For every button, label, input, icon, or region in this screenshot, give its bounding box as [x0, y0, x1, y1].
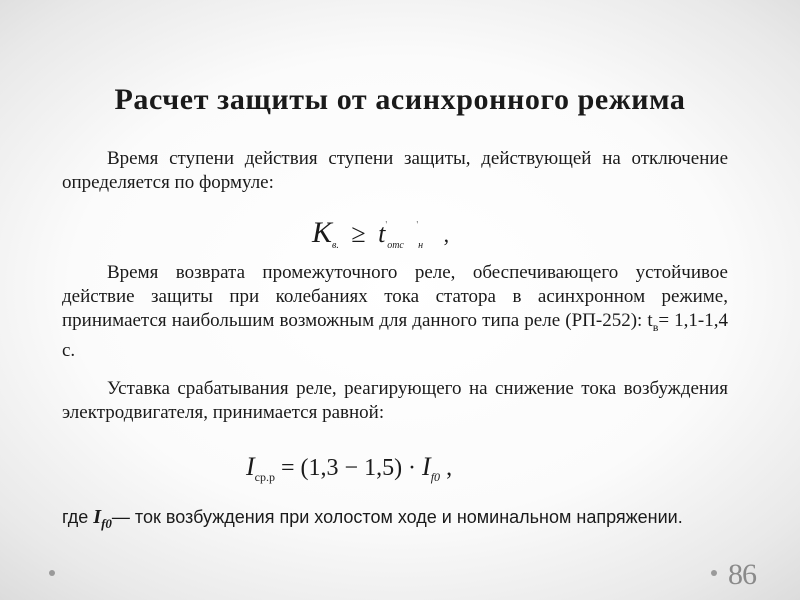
formula-step-time — [312, 216, 449, 251]
paragraph4-symbol-sub: f0 — [101, 516, 112, 531]
page-number: 86 — [728, 558, 756, 591]
formula1-tail-sup: ' — [416, 220, 419, 231]
formula2-rhs: I — [422, 452, 431, 481]
formula1-comma: , — [443, 222, 450, 247]
formula2-lhs: I — [246, 452, 255, 481]
formula-relay-current — [246, 452, 452, 485]
bullet-dot-right — [711, 570, 717, 576]
formula1-tail-sub: н — [418, 240, 424, 251]
formula2-rhs-sub: f0 — [430, 470, 441, 484]
formula2-comma: , — [440, 455, 453, 481]
formula2-lhs-sub: ср.р — [254, 470, 275, 484]
formula1-rhs: t — [378, 219, 386, 248]
formula1-rhs-sup: ' — [385, 220, 388, 231]
paragraph4-symbol: I — [93, 506, 102, 528]
bullet-dot-left — [49, 570, 55, 576]
paragraph4-prefix: где — [62, 507, 94, 527]
paragraph2-sub: в — [652, 319, 659, 334]
paragraph-return-time — [62, 261, 728, 363]
paragraph-where — [62, 505, 728, 536]
paragraph2-main: Время возврата промежуточного реле, обеспечивающего устойчивое действие защиты при колебаниях тока статора в асинхронном режиме, принимается наибольшим возможным для данного типа реле (РП-252): t — [62, 262, 728, 331]
formula1-rhs-sub: отс — [387, 240, 404, 251]
paragraph2-tail: = 1,1-1,4 с. — [62, 310, 728, 361]
paragraph-relay-setting: Уставка срабатывания реле, реагирующего на снижение тока возбуждения электродвигателя, принимается равной: — [62, 378, 728, 423]
formula1-lhs: K — [312, 216, 333, 249]
paragraph-step-time: Время ступени действия ступени защиты, действующей на отключение определяется по формуле: — [62, 148, 728, 193]
slide-title: Расчет защиты от асинхронного режима — [114, 83, 686, 116]
formula1-relation: ≥ — [351, 219, 366, 248]
formula1-lhs-sub: в. — [332, 240, 339, 251]
formula2-expr: = (1,3 − 1,5) · — [275, 455, 423, 481]
paragraph4-text: — ток возбуждения при холостом ходе и номинальном напряжении. — [111, 507, 683, 527]
